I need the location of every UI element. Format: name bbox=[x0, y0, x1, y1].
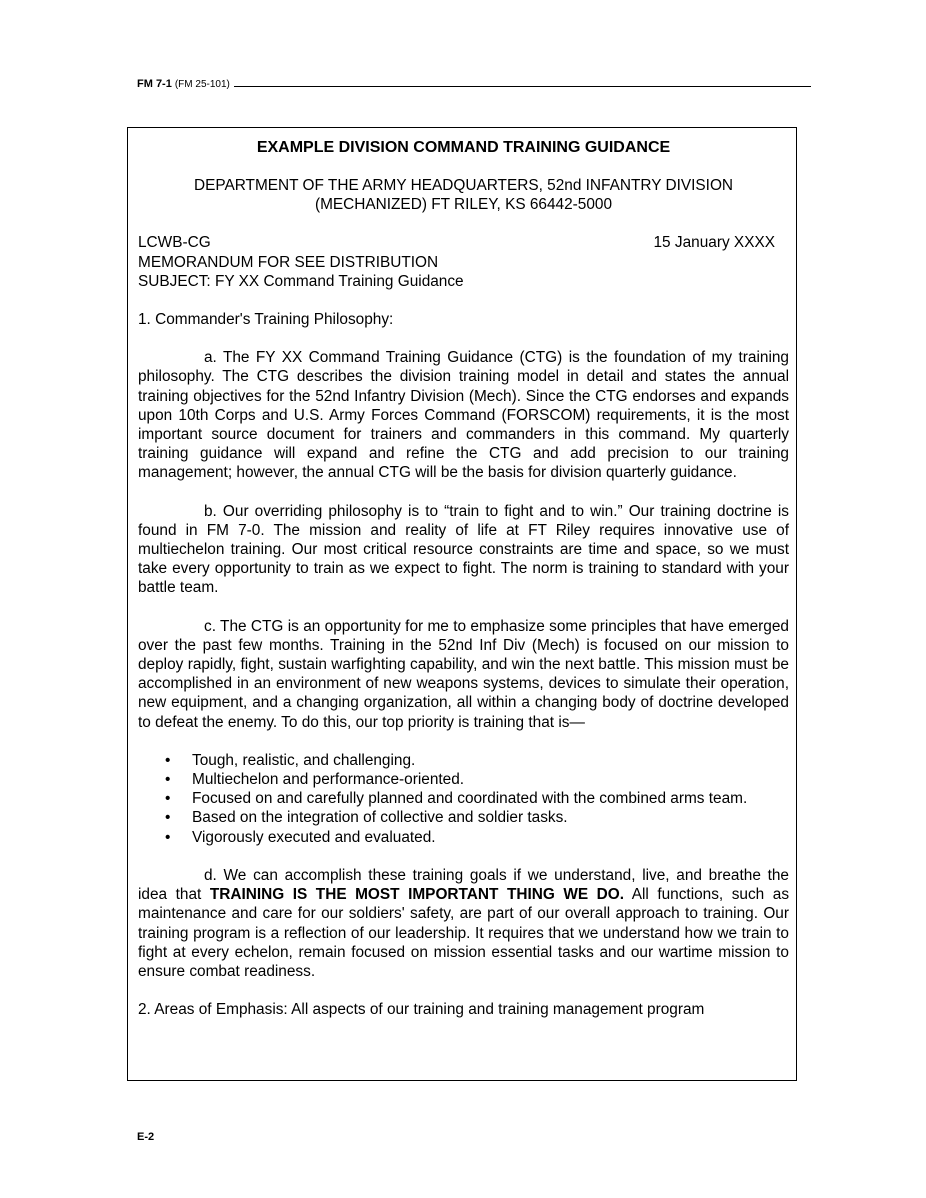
bullet-icon: • bbox=[165, 771, 171, 789]
running-header bbox=[137, 76, 811, 90]
document-title: EXAMPLE DIVISION COMMAND TRAINING GUIDANCE bbox=[256, 139, 671, 156]
section-2-start: 2. Areas of Emphasis: All aspects of our training and training management program bbox=[138, 1001, 705, 1019]
paragraph-a: a. The FY XX Command Training Guidance (CTG) is the foundation of my training philosophy. The CTG describes the division training model in detail and states the annual training objectives for the 52nd Infantry Division (Mech). Since the CTG endorses and expands upon 10th Corps and U.S. Army Forces Command (FORSCOM) requirements, it is the most important source document for trainers and commanders in this command. My quarterly training guidance will expand and refine the CTG and add precision to our training management; however, the annual CTG will be the basis for division quarterly guidance. bbox=[138, 349, 789, 482]
list-item: • Focused on and carefully planned and coordinated with the combined arms team. bbox=[165, 790, 748, 808]
list-item: • Tough, realistic, and challenging. bbox=[165, 751, 416, 769]
header-rule bbox=[234, 86, 811, 87]
paragraph-c: c. The CTG is an opportunity for me to emphasize some principles that have emerged over the past few months. Training in the 52nd Inf Div (Mech) is focused on our mission to deploy rapidly, fight, sustain warfighting capability, and win the next battle. This mission must be accomplished in an environment of new weapons systems, devices to simulate their operation, new equipment, and a changing organization, all within a changing body of doctrine developed to defeat the enemy. To do this, our top priority is training that is— bbox=[138, 617, 789, 731]
office-symbol: LCWB-CG bbox=[138, 234, 211, 252]
paragraph-b: b. Our overriding philosophy is to “train to fight and to win.” Our training doctrine is found in FM 7-0. The mission and reality of life at FT Riley requires innovative use of multiechelon training. Our most critical resource constraints are time and space, so we must take every opportunity to train as we expect to fight. The norm is training to standard with your battle team. bbox=[138, 502, 789, 597]
memo-date: 15 January XXXX bbox=[653, 234, 775, 252]
bullet-icon: • bbox=[165, 828, 171, 846]
superseded-manual: (FM 25-101) bbox=[174, 79, 230, 90]
section-1-heading: 1. Commander's Training Philosophy: bbox=[138, 311, 394, 329]
department-heading bbox=[138, 176, 789, 214]
manual-number: FM 7-1 bbox=[137, 78, 172, 90]
memo-content bbox=[138, 138, 789, 1019]
list-item: • Based on the integration of collective and soldier tasks. bbox=[165, 809, 568, 827]
memo-header bbox=[138, 233, 789, 291]
list-item: • Vigorously executed and evaluated. bbox=[165, 828, 436, 846]
memo-subject: SUBJECT: FY XX Command Training Guidance bbox=[138, 272, 464, 290]
emphasis-text: TRAINING IS THE MOST IMPORTANT THING WE DO. bbox=[209, 886, 625, 904]
paragraph-d: d. We can accomplish these training goals if we understand, live, and breathe the idea that TRAINING IS THE MOST IMPORTANT THING WE DO. All functions, such as maintenance and care for our soldiers' safety, are part of our overall approach to training. Our training program is a reflection of our leadership. It requires that we understand how we train to fight at every echelon, remain focused on mission essential tasks and our wartime mission to ensure combat readiness. bbox=[138, 866, 790, 980]
department-line-1: DEPARTMENT OF THE ARMY HEADQUARTERS, 52nd INFANTRY DIVISION bbox=[193, 177, 734, 194]
page-number: E-2 bbox=[137, 1131, 155, 1143]
bullet-icon: • bbox=[165, 790, 171, 808]
memorandum-for: MEMORANDUM FOR SEE DISTRIBUTION bbox=[138, 253, 439, 271]
bullet-icon: • bbox=[165, 809, 171, 827]
priority-list bbox=[138, 751, 789, 847]
bullet-icon: • bbox=[165, 751, 171, 769]
list-item: • Multiechelon and performance-oriented. bbox=[165, 771, 465, 789]
example-frame bbox=[127, 127, 797, 1081]
department-line-2: (MECHANIZED) FT RILEY, KS 66442-5000 bbox=[314, 196, 613, 214]
